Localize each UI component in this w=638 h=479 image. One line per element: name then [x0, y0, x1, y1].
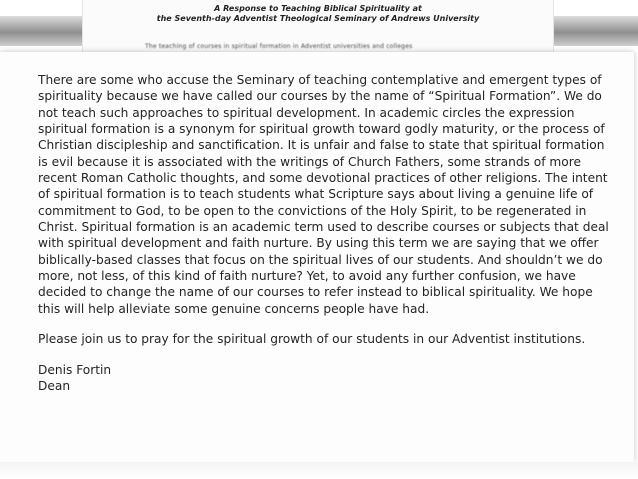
letter-paragraph-1: There are some who accuse the Seminary of teaching contemplative and emergent types of spirituality because we have called our courses by the name of “Spiritual Formation”. We do not teach such approaches to spiritual development. In academic circles the expression spiritual formation is a synonym for spiritual growth toward godly maturity, or the process of Christian discipleship and sanctification. It is unfair and false to state that spiritual formation is evil because it is associated with the writings of Church Fathers, some strands of more recent Roman Catholic thoughts, and some devotional practices of other religions. The intent of spiritual formation is to teach students what Scripture says about living a genuine life of commitment to God, to be open to the convictions of the Holy Spirit, to be regenerated in Christ. Spiritual formation is an academic term used to describe courses or subjects that deal with spiritual development and faith nurture. By using this term we are saying that we offer biblically-based classes that focus on the spiritual lives of our students. And shouldn’t we do more, not less, of this kind of faith nurture? Yet, to avoid any further confusion, we have decided to change the name of our courses to refer instead to biblical spirituality. We hope this will help alleviate some genuine concerns people have had. — [38, 73, 609, 316]
letter-body — [38, 72, 610, 394]
top-document-fragment — [82, 0, 554, 52]
cut-off-text-line: The teaching of courses in spiritual formation in Adventist universities and colleges — [145, 43, 413, 50]
document-title-line-2: the Seventh-day Adventist Theological Seminary of Andrews University — [156, 14, 480, 23]
signature-block — [38, 362, 610, 395]
letter-paragraph-2: Please join us to pray for the spiritual growth of our students in our Adventist institutions. — [38, 332, 586, 347]
left-background-strip — [0, 16, 82, 46]
signature-name: Denis Fortin — [38, 362, 112, 377]
letter-card — [0, 52, 634, 462]
signature-title: Dean — [38, 378, 71, 393]
right-background-strip — [552, 16, 638, 46]
bottom-edge — [0, 462, 638, 479]
document-title-line-1: A Response to Teaching Biblical Spirituality at — [214, 4, 422, 13]
